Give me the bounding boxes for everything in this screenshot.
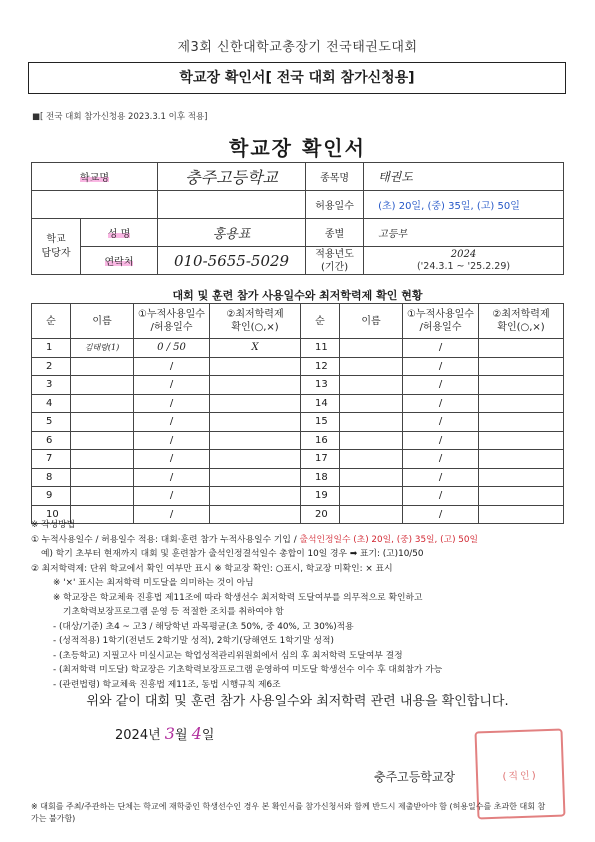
- row-min: [210, 450, 301, 469]
- col-name-2: 이름: [340, 304, 403, 339]
- notes-heading: ※ 작성방법: [31, 520, 76, 530]
- contact-value: 010-5655-5029: [158, 247, 306, 275]
- row-name: [340, 487, 403, 506]
- row-days: /: [134, 468, 210, 487]
- gender-label: 종별: [306, 219, 364, 247]
- row-no: 4: [32, 394, 71, 413]
- year-period: ('24.3.1 ~ '25.2.29): [416, 260, 511, 272]
- date-month-suffix: 월: [174, 728, 188, 743]
- row-name: [340, 413, 403, 432]
- row-min: [210, 487, 301, 506]
- row-no: 7: [32, 450, 71, 469]
- row-no: 12: [301, 357, 340, 376]
- row-days: /: [403, 357, 479, 376]
- note-1c: 예) 학기 초부터 현재까지 대회 및 훈련참가 출석인정결석일수 총합이 10일 경우 ➡ 표기: (고)10/50: [41, 549, 424, 559]
- row-days: /: [403, 487, 479, 506]
- row-days: /: [134, 413, 210, 432]
- signing-date: [115, 724, 214, 743]
- note-8: - (초등학교) 지필고사 미실시교는 학업성적관리위원회에서 심의 후 최저학력 도달여부 결정: [53, 650, 403, 661]
- row-no: 14: [301, 394, 340, 413]
- note-9: - (최저학력 미도달) 학교장은 기초학력보장프로그램 운영하여 미도달 학생선수 이수 후 대회참가 가능: [53, 665, 443, 675]
- name-label-cell: [81, 219, 158, 247]
- row-name: [71, 394, 134, 413]
- row-no: 17: [301, 450, 340, 469]
- school-label-cell: [32, 163, 158, 191]
- row-days: /: [134, 487, 210, 506]
- row-min: [479, 394, 564, 413]
- row-min: [210, 357, 301, 376]
- row-min: [210, 394, 301, 413]
- row-days: /: [134, 376, 210, 395]
- row-min: [479, 339, 564, 358]
- info-table: [31, 162, 564, 275]
- row-name: [71, 431, 134, 450]
- note-10: - (관련법령) 학교체육 진흥법 제11조, 동법 시행규칙 제6조: [53, 679, 281, 690]
- table-row: [32, 431, 564, 450]
- note-3: ※ '×' 표시는 최저학력 미도달을 의미하는 것이 아님: [53, 578, 254, 588]
- row-days: /: [403, 431, 479, 450]
- note-1: [31, 533, 561, 548]
- table-row: [32, 468, 564, 487]
- table-row: [32, 413, 564, 432]
- seal-text: (직인): [502, 769, 538, 783]
- gender-value: 고등부: [364, 219, 564, 247]
- row-no: 18: [301, 468, 340, 487]
- row-min: [479, 357, 564, 376]
- table-row: [32, 339, 564, 358]
- row-no: 6: [32, 431, 71, 450]
- event-label: 종목명: [306, 163, 364, 191]
- row-no: 11: [301, 339, 340, 358]
- col-days: ①누적사용일수 /허용일수: [134, 304, 210, 339]
- allow-days-label: 허용일수: [306, 191, 364, 219]
- row-name: [71, 376, 134, 395]
- note-7: - (성적적용) 1학기(전년도 2학기말 성적), 2학기(당해연도 1학기말 성적): [53, 636, 334, 646]
- row-no: 8: [32, 468, 71, 487]
- row-name: [71, 413, 134, 432]
- row-no: 10: [32, 505, 71, 524]
- row-days: /: [403, 376, 479, 395]
- row-name: [340, 431, 403, 450]
- row-days: /: [134, 357, 210, 376]
- row-min: [210, 376, 301, 395]
- date-year: 2024년: [115, 728, 161, 743]
- row-name: 김태랑(1): [71, 339, 134, 358]
- event-value: 태권도: [364, 163, 564, 191]
- row-days: /: [403, 450, 479, 469]
- year-cell: [364, 247, 564, 275]
- table-row: [32, 394, 564, 413]
- row-days: 0 / 50: [134, 339, 210, 358]
- date-month: 3: [164, 724, 175, 743]
- year-label: 적용년도 (기간): [306, 247, 364, 275]
- row-no: 1: [32, 339, 71, 358]
- row-name: [340, 357, 403, 376]
- edition-note: ■[ 전국 대회 참가신청용 2023.3.1 이후 적용]: [32, 112, 208, 122]
- note-5: 기초학력보장프로그램 운영 등 적절한 조치를 취하여야 함: [63, 607, 284, 617]
- top-title: 제3회 신한대학교총장기 전국태권도대회: [177, 40, 418, 55]
- document-title: 학교장 확인서: [229, 136, 366, 160]
- year-value: 2024: [450, 248, 477, 260]
- name-label: 성 명: [107, 229, 131, 240]
- row-days: /: [134, 505, 210, 524]
- col-days-2: ①누적사용일수 /허용일수: [403, 304, 479, 339]
- col-no-2: 순: [301, 304, 340, 339]
- row-name: [340, 339, 403, 358]
- row-days: /: [403, 468, 479, 487]
- row-min: [479, 468, 564, 487]
- row-no: 13: [301, 376, 340, 395]
- table-row: [32, 376, 564, 395]
- row-name: [71, 487, 134, 506]
- row-min: [479, 431, 564, 450]
- contact-label: 연락처: [104, 257, 134, 268]
- note-1b: 출석인정일수 (초) 20일, (중) 35일, (고) 50일: [299, 534, 479, 545]
- col-min: ②최저학력제 확인(○,×): [210, 304, 301, 339]
- stat-title: 대회 및 훈련 참가 사용일수와 최저학력제 확인 현황: [172, 289, 423, 302]
- school-principal: 충주고등학교장: [374, 770, 456, 784]
- footer-note: ※ 대회를 주최/주관하는 단체는 학교에 재학중인 학생선수인 경우 본 확인서를 참가신청서와 함께 반드시 제출받아야 함 (허용일수를 초과한 대회 참가는 불가함): [31, 802, 546, 823]
- date-day: 4: [191, 724, 202, 743]
- status-table: [31, 303, 564, 524]
- row-no: 2: [32, 357, 71, 376]
- name-value: 홍용표: [158, 219, 306, 247]
- row-days: /: [134, 394, 210, 413]
- row-name: [340, 450, 403, 469]
- col-name: 이름: [71, 304, 134, 339]
- allow-days-value: (초) 20일, (중) 35일, (고) 50일: [378, 201, 520, 212]
- row-days: /: [134, 431, 210, 450]
- row-min: X: [210, 339, 301, 358]
- teacher-label: 학교 담당자: [32, 219, 81, 275]
- row-min: [210, 413, 301, 432]
- table-row: [32, 357, 564, 376]
- row-days: /: [403, 394, 479, 413]
- row-no: 20: [301, 505, 340, 524]
- row-name: [340, 394, 403, 413]
- row-name: [71, 468, 134, 487]
- table-row: [32, 487, 564, 506]
- allow-days-cell: [364, 191, 564, 219]
- row-min: [479, 376, 564, 395]
- note-4: ※ 학교장은 학교체육 진흥법 제11조에 따라 학생선수 최저학력 도달여부를 의무적으로 확인하고: [53, 592, 423, 603]
- date-day-suffix: 일: [201, 728, 215, 743]
- contact-label-cell: [81, 247, 158, 275]
- row-min: [479, 487, 564, 506]
- col-min-2: ②최저학력제 확인(○,×): [479, 304, 564, 339]
- row-no: 19: [301, 487, 340, 506]
- row-no: 3: [32, 376, 71, 395]
- confirm-statement: 위와 같이 대회 및 훈련 참가 사용일수와 최저학력 관련 내용을 확인합니다.: [86, 694, 509, 709]
- note-6: - (대상/기준) 초4 ~ 고3 / 해당학년 과목평균(초 50%, 중 40%, 고 30%)적용: [53, 621, 354, 632]
- note-2: ② 최저학력제: 단위 학교에서 확인 여부만 표시 ※ 학교장 확인: ○표시, 학교장 미확인: × 표시: [31, 563, 393, 574]
- row-name: [71, 357, 134, 376]
- row-no: 5: [32, 413, 71, 432]
- row-name: [71, 450, 134, 469]
- notes: [31, 518, 561, 692]
- row-min: [210, 431, 301, 450]
- status-table-body: [32, 339, 564, 524]
- row-min: [210, 468, 301, 487]
- row-no: 9: [32, 487, 71, 506]
- school-value: 충주고등학교: [158, 163, 306, 191]
- note-1a: ① 누적사용일수 / 허용일수 적용: 대회·훈련 참가 누적사용일수 기입 /: [31, 534, 300, 545]
- row-days: /: [134, 450, 210, 469]
- row-no: 16: [301, 431, 340, 450]
- row-days: /: [403, 505, 479, 524]
- row-name: [340, 468, 403, 487]
- row-no: 15: [301, 413, 340, 432]
- row-name: [340, 376, 403, 395]
- row-min: [479, 450, 564, 469]
- row-days: /: [403, 413, 479, 432]
- col-no: 순: [32, 304, 71, 339]
- table-row: [32, 450, 564, 469]
- school-label: 학교명: [80, 173, 109, 184]
- row-days: /: [403, 339, 479, 358]
- row-min: [479, 413, 564, 432]
- header-title: 학교장 확인서[ 전국 대회 참가신청용]: [28, 62, 566, 94]
